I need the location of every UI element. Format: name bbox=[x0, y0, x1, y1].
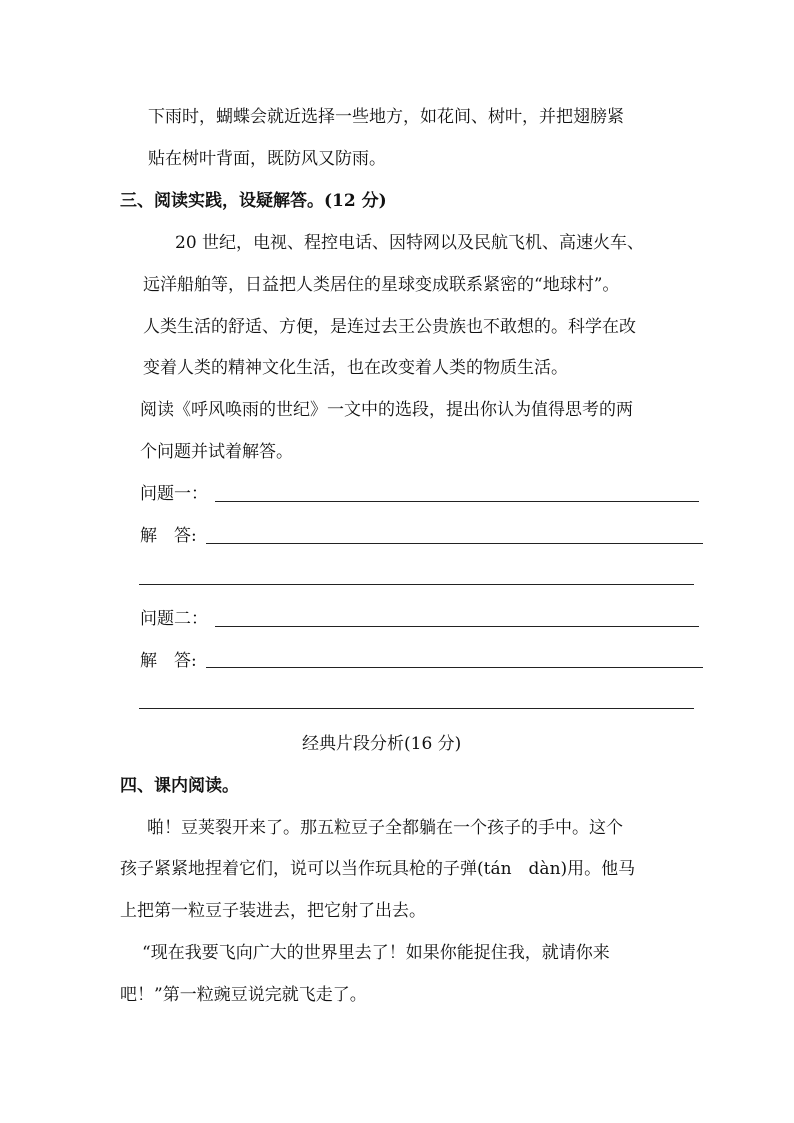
instruction-line-1: 阅读《呼风唤雨的世纪》一文中的选段，提出你认为值得思考的两 bbox=[140, 400, 633, 420]
answer-2-label: 解 答: bbox=[140, 651, 197, 671]
paragraph-1-line-1: 啪！豆荚裂开来了。那五粒豆子全都躺在一个孩子的手中。这个 bbox=[147, 818, 623, 838]
passage-line-3: 人类生活的舒适、方便，是连过去王公贵族也不敢想的。科学在改 bbox=[143, 317, 636, 337]
answer-1-extra-line[interactable] bbox=[139, 584, 694, 585]
answer-1-line[interactable] bbox=[206, 543, 703, 544]
section-4-heading: 四、课内阅读。 bbox=[120, 776, 239, 796]
passage-line-4: 变着人类的精神文化生活，也在改变着人类的物质生活。 bbox=[143, 358, 568, 378]
section-title: 经典片段分析(16 分) bbox=[302, 734, 462, 754]
paragraph-1-line-3: 上把第一粒豆子装进去，把它射了出去。 bbox=[120, 901, 426, 921]
question-1-label: 问题一： bbox=[140, 484, 208, 504]
answer-2-extra-line[interactable] bbox=[139, 708, 694, 709]
question-2-answer-line[interactable] bbox=[215, 626, 699, 627]
section-3-heading: 三、阅读实践，设疑解答。(12 分) bbox=[120, 191, 387, 211]
prev-tail-line-1: 下雨时，蝴蝶会就近选择一些地方，如花间、树叶，并把翅膀紧 bbox=[148, 107, 624, 127]
passage-line-2: 远洋船舶等，日益把人类居住的星球变成联系紧密的“地球村”。 bbox=[143, 275, 620, 295]
passage-line-1: 20 世纪，电视、程控电话、因特网以及民航飞机、高速火车、 bbox=[175, 233, 645, 253]
question-2-label: 问题二： bbox=[140, 609, 208, 629]
paragraph-2-line-2: 吧！”第一粒豌豆说完就飞走了。 bbox=[120, 985, 367, 1005]
paragraph-1-line-2: 孩子紧紧地捏着它们，说可以当作玩具枪的子弹(tán dàn)用。他马 bbox=[120, 859, 636, 879]
paragraph-2-line-1: “现在我要飞向广大的世界里去了！如果你能捉住我，就请你来 bbox=[142, 943, 610, 963]
instruction-line-2: 个问题并试着解答。 bbox=[140, 442, 293, 462]
question-1-answer-line[interactable] bbox=[215, 501, 699, 502]
answer-1-label: 解 答: bbox=[140, 526, 197, 546]
answer-2-line[interactable] bbox=[206, 667, 703, 668]
prev-tail-line-2: 贴在树叶背面，既防风又防雨。 bbox=[148, 149, 386, 169]
